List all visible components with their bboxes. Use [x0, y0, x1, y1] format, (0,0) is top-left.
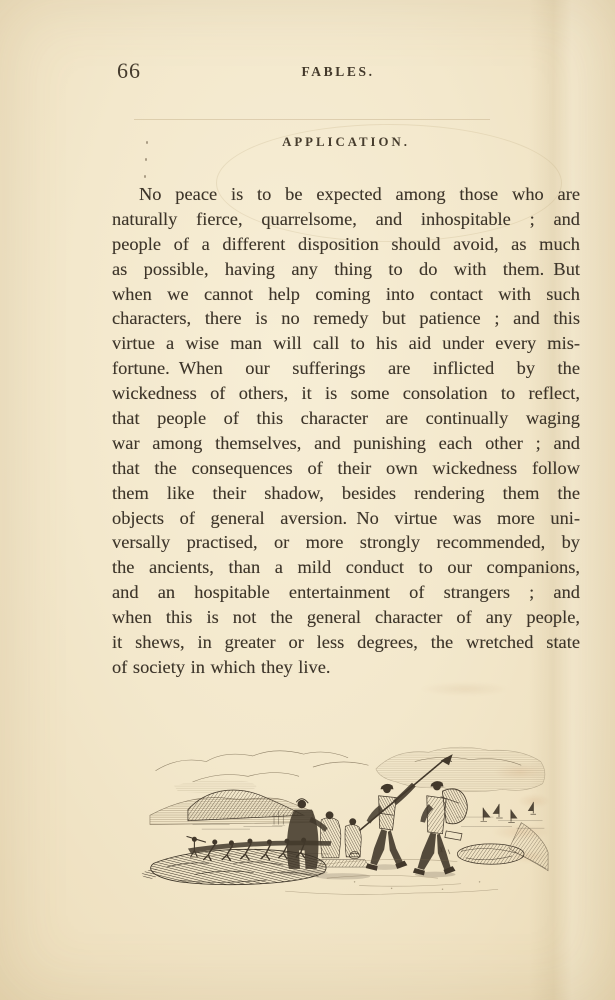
text-line: objects of general aversion. No virtue was more uni- [112, 507, 580, 528]
sky-clouds [156, 747, 545, 793]
section-heading: APPLICATION. [282, 135, 410, 149]
seated-figures [316, 811, 370, 867]
text-line: that people of this character are continually waging [112, 408, 580, 429]
text-line: when we cannot help coming into contact with such [112, 283, 580, 304]
packman-traveller [413, 781, 467, 877]
seaweed-patch [457, 844, 524, 864]
text-line: them like their shadow, besides rendering them the [112, 482, 580, 503]
text-line: that the consequences of their own wickedness follow [112, 457, 580, 478]
text-line: of society in which they live. [112, 656, 331, 677]
text-line: virtue a wise man will call to his aid under every mis- [112, 333, 580, 354]
text-line: when this is not the general character of any people, [112, 607, 580, 628]
text-line: people of a different disposition should avoid, as much [112, 233, 580, 254]
text-line: naturally fierce, quarrelsome, and inhospitable ; and [112, 208, 580, 229]
show-through-line [134, 119, 490, 120]
text-line: and an hospitable entertainment of strangers ; and [112, 582, 580, 603]
text-line: No peace is to be expected among those who are [139, 184, 580, 204]
text-line: versally practised, or more strongly recommended, by [112, 532, 580, 553]
shore-engraving-illustration [137, 740, 549, 908]
right-slope [509, 823, 548, 871]
page-number: 66 [117, 58, 141, 83]
text-line: characters, there is no remedy but patience ; and this [112, 308, 580, 329]
body-paragraph [112, 182, 580, 680]
ink-speck [146, 141, 148, 144]
running-title: FABLES. [301, 64, 375, 79]
text-line: it shews, in greater or less degrees, the wretched state [112, 632, 580, 653]
left-hills [150, 790, 313, 829]
text-line: as possible, having any thing to do with them. But [112, 258, 580, 279]
text-line: the ancients, than a mild conduct to our companions, [112, 557, 580, 578]
ink-speck [144, 175, 146, 178]
ink-speck [145, 158, 147, 161]
show-through-smudge [420, 682, 510, 696]
text-line: war among themselves, and punishing each other ; and [112, 432, 580, 453]
sailboats [456, 802, 544, 828]
text-line: wickedness of others, it is some consolation to reflect, [112, 383, 580, 404]
text-line: fortune. When our sufferings are inflicted by the [112, 358, 580, 379]
